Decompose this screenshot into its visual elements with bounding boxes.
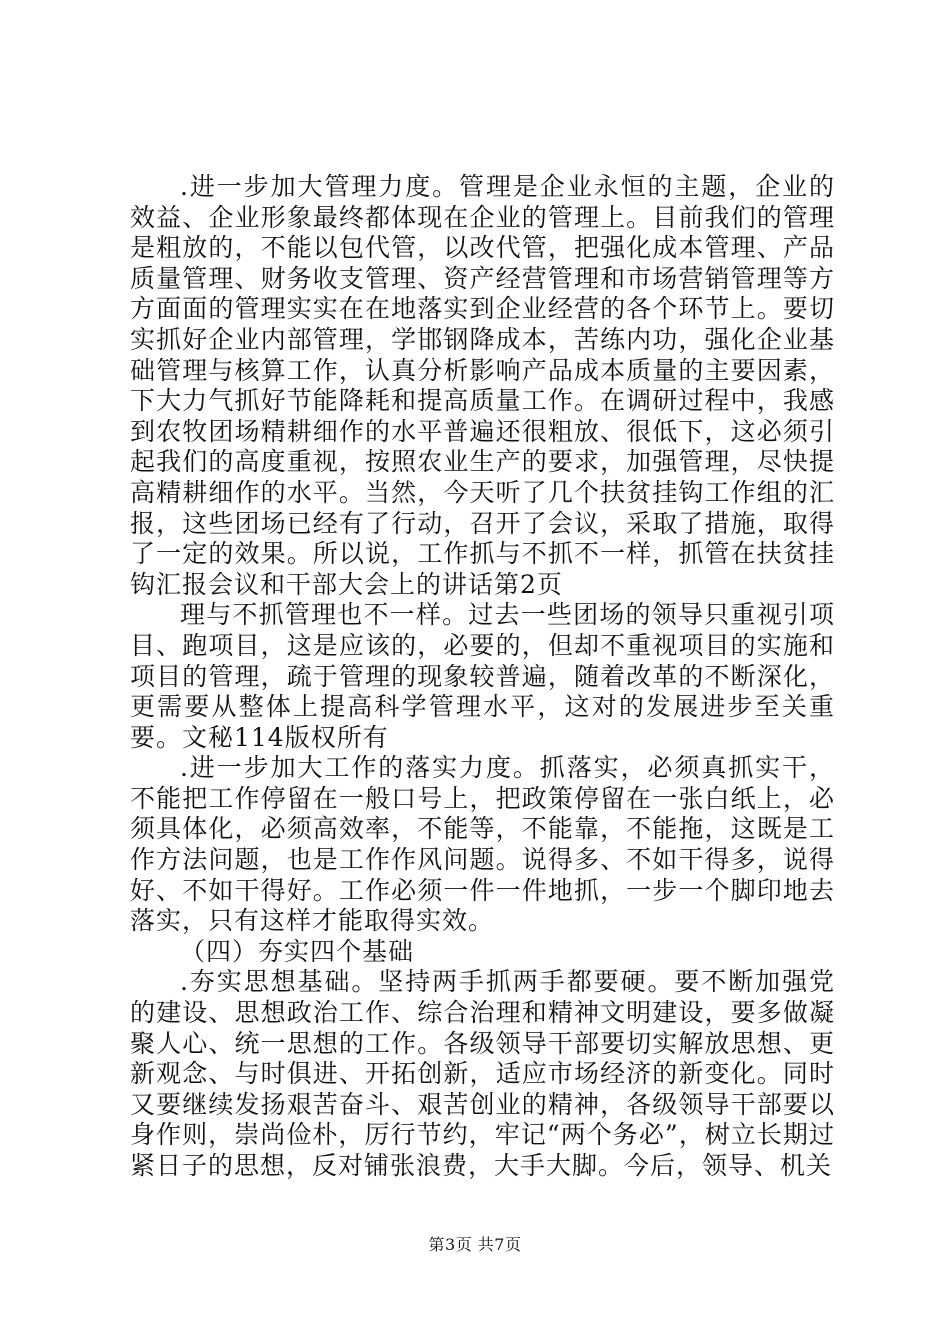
section-heading-four-foundations: （四）夯实四个基础 (180, 936, 415, 966)
paragraph-implementation: .进一步加大工作的落实力度。抓落实，必须真抓实干，不能把工作停留在一般口号上，把政策停留在一张白纸上，必须具体化，必须高效率，不能等，不能靠，不能拖，这既是工作方法问题，也是工作作风问题。说得多、不如干得多，说得好、不如干得好。工作必须一件一件地抓，一步一个脚印地去落实，只有这样才能取得实效。 (130, 753, 835, 936)
paragraph-ideological-foundation: .夯实思想基础。坚持两手抓两手都要硬。要不断加强党的建设、思想政治工作、综合治理和精神文明建设，要多做凝聚人心、统一思想的工作。各级领导干部要切实解放思想、更新观念、与时俱进、开拓创新，适应市场经济的新变化。同时又要继续发扬艰苦奋斗、艰苦创业的精神，各级领导干部要以身作则，崇尚俭朴，厉行节约，牢记“两个务必”，树立长期过紧日子的思想，反对铺张浪费，大手大脚。今后，领导、机关 (130, 967, 835, 1180)
paragraph-management: .进一步加大管理力度。管理是企业永恒的主题，企业的效益、企业形象最终都体现在企业的管理上。目前我们的管理是粗放的，不能以包代管，以改代管，把强化成本管理、产品质量管理、财务收支管理、资产经营管理和市场营销管理等方方面面的管理实实在在地落实到企业经营的各个环节上。要切实抓好企业内部管理，学邯钢降成本，苦练内功，强化企业基础管理与核算工作，认真分析影响产品成本质量的主要因素，下大力气抓好节能降耗和提高质量工作。在调研过程中，我感到农牧团场精耕细作的水平普遍还很粗放、很低下，这必须引起我们的高度重视，按照农业生产的要求，加强管理，尽快提高精耕细作的水平。当然，今天听了几个扶贫挂钩工作组的汇报，这些团场已经有了行动，召开了会议，采取了措施，取得了一定的效果。所以说，工作抓与不抓不一样，抓管在扶贫挂钩汇报会议和干部大会上的讲话第2页 (130, 172, 835, 599)
paragraph-management-continued: 理与不抓管理也不一样。过去一些团场的领导只重视引项目、跑项目，这是应该的，必要的，但却不重视项目的实施和项目的管理，疏于管理的现象较普遍，随着改革的不断深化，更需要从整体上提高科学管理水平，这对的发展进步至关重要。文秘114版权所有 (130, 600, 835, 752)
document-body (130, 172, 835, 1182)
page-footer: 第3页 共7页 (428, 1235, 522, 1254)
